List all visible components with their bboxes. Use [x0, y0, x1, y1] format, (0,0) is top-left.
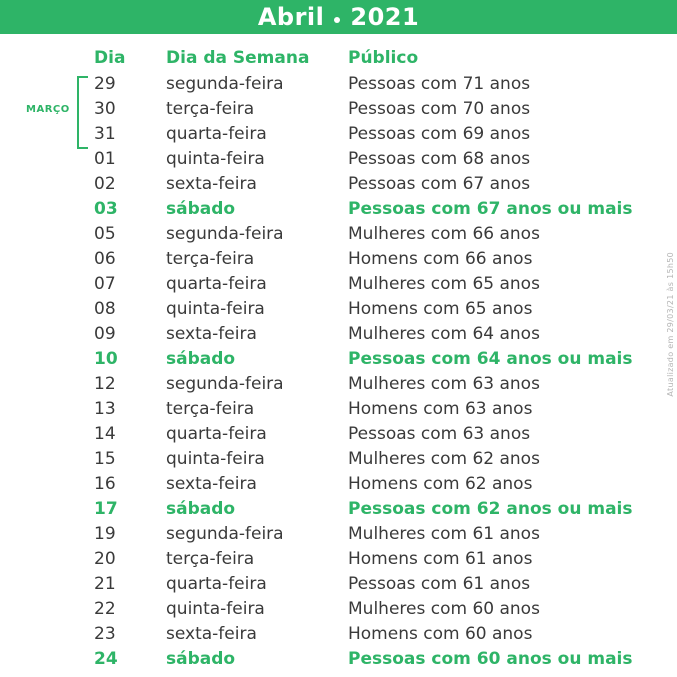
table-row-highlight: [0, 197, 677, 222]
month-header: [0, 0, 677, 34]
day-cell: 06: [94, 249, 116, 269]
public-cell: Homens com 60 anos: [348, 624, 533, 644]
day-cell: 15: [94, 449, 116, 469]
day-cell: 09: [94, 324, 116, 344]
public-cell: Homens com 62 anos: [348, 474, 533, 494]
table-row: [0, 72, 677, 97]
weekday-cell: quinta-feira: [166, 299, 265, 319]
day-cell: 29: [94, 74, 116, 94]
table-row: [0, 397, 677, 422]
public-cell: Mulheres com 60 anos: [348, 599, 540, 619]
day-cell: 17: [94, 499, 118, 519]
weekday-cell: quarta-feira: [166, 424, 267, 444]
weekday-cell: sexta-feira: [166, 474, 257, 494]
day-cell: 19: [94, 524, 116, 544]
table-row: [0, 597, 677, 622]
public-cell: Mulheres com 65 anos: [348, 274, 540, 294]
day-cell: 10: [94, 349, 118, 369]
table-row: [0, 97, 677, 122]
day-cell: 30: [94, 99, 116, 119]
year-title: 2021: [350, 3, 420, 31]
table-row: [0, 272, 677, 297]
weekday-cell: segunda-feira: [166, 374, 284, 394]
weekday-cell: segunda-feira: [166, 524, 284, 544]
public-cell: Pessoas com 67 anos ou mais: [348, 199, 633, 219]
public-cell: Mulheres com 63 anos: [348, 374, 540, 394]
weekday-cell: sábado: [166, 349, 236, 369]
table-row: [0, 297, 677, 322]
weekday-cell: terça-feira: [166, 249, 255, 269]
table-row: [0, 472, 677, 497]
day-cell: 31: [94, 124, 116, 144]
column-header-day: Dia: [94, 48, 126, 68]
table-row: [0, 322, 677, 347]
table-row: [0, 447, 677, 472]
public-cell: Homens com 66 anos: [348, 249, 533, 269]
table-row: [0, 422, 677, 447]
public-cell: Pessoas com 69 anos: [348, 124, 531, 144]
table-row: [0, 172, 677, 197]
weekday-cell: sábado: [166, 649, 236, 669]
day-cell: 14: [94, 424, 116, 444]
table-row-highlight: [0, 497, 677, 522]
weekday-cell: sexta-feira: [166, 324, 257, 344]
public-cell: Pessoas com 68 anos: [348, 149, 531, 169]
table-row-highlight: [0, 347, 677, 372]
weekday-cell: sexta-feira: [166, 624, 257, 644]
public-cell: Mulheres com 64 anos: [348, 324, 540, 344]
weekday-cell: quarta-feira: [166, 274, 267, 294]
bullet-separator-icon: [334, 17, 340, 23]
public-cell: Mulheres com 66 anos: [348, 224, 540, 244]
weekday-cell: sexta-feira: [166, 174, 257, 194]
table-row: [0, 372, 677, 397]
table-row: [0, 622, 677, 647]
table-row: [0, 222, 677, 247]
table-row: [0, 247, 677, 272]
day-cell: 20: [94, 549, 116, 569]
day-cell: 24: [94, 649, 118, 669]
weekday-cell: segunda-feira: [166, 224, 284, 244]
public-cell: Pessoas com 64 anos ou mais: [348, 349, 633, 369]
weekday-cell: terça-feira: [166, 99, 255, 119]
public-cell: Pessoas com 62 anos ou mais: [348, 499, 633, 519]
weekday-cell: quinta-feira: [166, 449, 265, 469]
public-cell: Pessoas com 63 anos: [348, 424, 531, 444]
public-cell: Mulheres com 61 anos: [348, 524, 540, 544]
weekday-cell: sábado: [166, 499, 236, 519]
public-cell: Pessoas com 61 anos: [348, 574, 531, 594]
schedule-table: [0, 72, 677, 672]
day-cell: 22: [94, 599, 116, 619]
public-cell: Mulheres com 62 anos: [348, 449, 540, 469]
month-title: Abril: [257, 3, 325, 31]
table-row: [0, 547, 677, 572]
weekday-cell: terça-feira: [166, 549, 255, 569]
day-cell: 01: [94, 149, 116, 169]
public-cell: Homens com 61 anos: [348, 549, 533, 569]
weekday-cell: quarta-feira: [166, 124, 267, 144]
update-timestamp: Atualizado em 29/03/21 às 15h50: [666, 252, 675, 397]
weekday-cell: segunda-feira: [166, 74, 284, 94]
public-cell: Homens com 65 anos: [348, 299, 533, 319]
table-row: [0, 147, 677, 172]
day-cell: 12: [94, 374, 116, 394]
table-row: [0, 522, 677, 547]
column-header-public: Público: [348, 48, 419, 68]
day-cell: 05: [94, 224, 116, 244]
table-row: [0, 122, 677, 147]
weekday-cell: terça-feira: [166, 399, 255, 419]
column-header-weekday: Dia da Semana: [166, 48, 310, 68]
weekday-cell: quarta-feira: [166, 574, 267, 594]
day-cell: 13: [94, 399, 116, 419]
day-cell: 03: [94, 199, 118, 219]
weekday-cell: quinta-feira: [166, 149, 265, 169]
day-cell: 21: [94, 574, 116, 594]
public-cell: Pessoas com 70 anos: [348, 99, 531, 119]
table-row: [0, 572, 677, 597]
weekday-cell: quinta-feira: [166, 599, 265, 619]
day-cell: 23: [94, 624, 116, 644]
public-cell: Pessoas com 71 anos: [348, 74, 531, 94]
public-cell: Homens com 63 anos: [348, 399, 533, 419]
day-cell: 16: [94, 474, 116, 494]
previous-month-label: MARÇO: [26, 104, 70, 115]
public-cell: Pessoas com 60 anos ou mais: [348, 649, 633, 669]
table-row-highlight: [0, 647, 677, 672]
day-cell: 07: [94, 274, 116, 294]
weekday-cell: sábado: [166, 199, 236, 219]
day-cell: 02: [94, 174, 116, 194]
day-cell: 08: [94, 299, 116, 319]
public-cell: Pessoas com 67 anos: [348, 174, 531, 194]
